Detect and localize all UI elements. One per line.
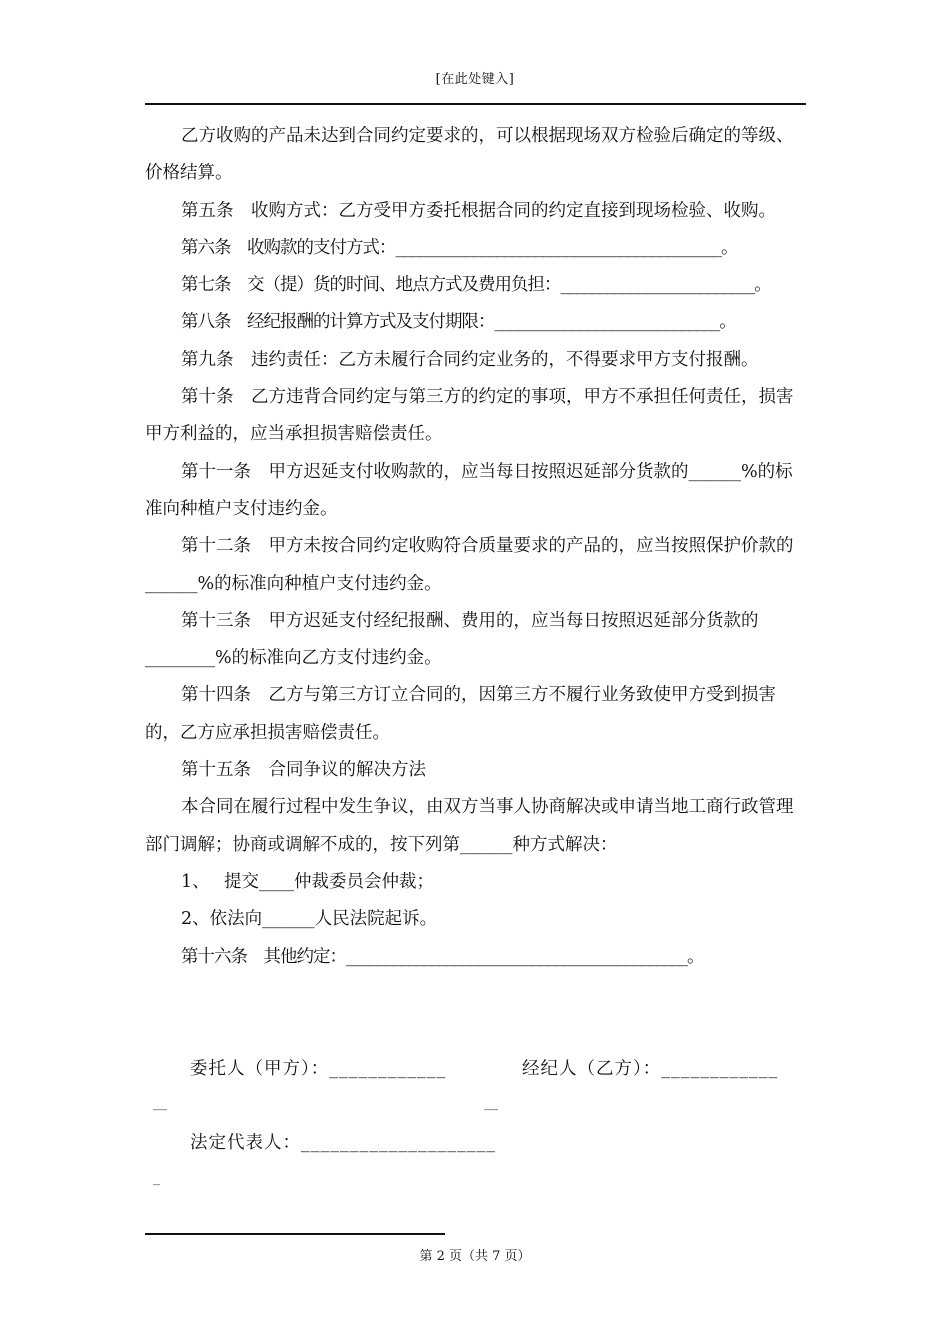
clause-15-body: 本合同在履行过程中发生争议，由双方当事人协商解决或申请当地工商行政管理部门调解；协商或调解不成的，按下列第______种方式解决：	[145, 797, 794, 855]
dispute-option-2: 2、依法向______人民法院起诉。	[181, 909, 438, 930]
clause-6: 第六条 收购款的支付方式：__________________________________________。	[181, 237, 738, 258]
clause-8: 第八条 经纪报酬的计算方式及支付期限：_____________________________。	[181, 312, 736, 333]
clause-15: 第十五条 合同争议的解决方法	[181, 760, 426, 781]
document-body	[145, 118, 807, 976]
signature-dash-b: __	[484, 1095, 498, 1111]
clause-11: 第十一条 甲方迟延支付收购款的，应当每日按照迟延部分货款的______%的标准向种植户支付违约金。	[145, 461, 793, 519]
signature-legal-representative: 法定代表人：____________________	[190, 1133, 496, 1153]
clause-12: 第十二条 甲方未按合同约定收购符合质量要求的产品的，应当按照保护价款的______%的标准向种植户支付违约金。	[145, 536, 794, 594]
clause-9: 第九条 违约责任：乙方未履行合同约定业务的，不得要求甲方支付报酬。	[181, 349, 759, 370]
page-header: [在此处键入]	[435, 72, 515, 87]
clause-paragraph-p1: 乙方收购的产品未达到合同约定要求的，可以根据现场双方检验后确定的等级、价格结算。	[145, 126, 794, 184]
clause-5: 第五条 收购方式：乙方受甲方委托根据合同的约定直接到现场检验、收购。	[181, 200, 776, 221]
dispute-option-1: 1、 提交____仲裁委员会仲裁；	[181, 871, 434, 892]
clause-7: 第七条 交（提）货的时间、地点方式及费用负担：_________________________。	[181, 275, 771, 296]
signature-party-b: 经纪人（乙方）：____________	[522, 1059, 779, 1079]
signature-dash-c: _	[153, 1170, 160, 1186]
clause-14: 第十四条 乙方与第三方订立合同的，因第三方不履行业务致使甲方受到损害的，乙方应承担损害赔偿责任。	[145, 685, 776, 743]
footer-divider	[145, 1233, 445, 1235]
signature-dash-a: __	[153, 1095, 167, 1111]
signature-party-a: 委托人（甲方）：____________	[190, 1059, 447, 1079]
clause-10: 第十条 乙方违背合同约定与第三方的约定的事项，甲方不承担任何责任，损害甲方利益的，应当承担损害赔偿责任。	[145, 387, 794, 445]
page-number: 第 2 页（共 7 页）	[419, 1249, 531, 1264]
clause-13: 第十三条 甲方迟延支付经纪报酬、费用的，应当每日按照迟延部分货款的________%的标准向乙方支付违约金。	[145, 610, 759, 669]
header-divider	[145, 103, 806, 105]
clause-16: 第十六条 其他约定：____________________________________________。	[181, 946, 704, 967]
